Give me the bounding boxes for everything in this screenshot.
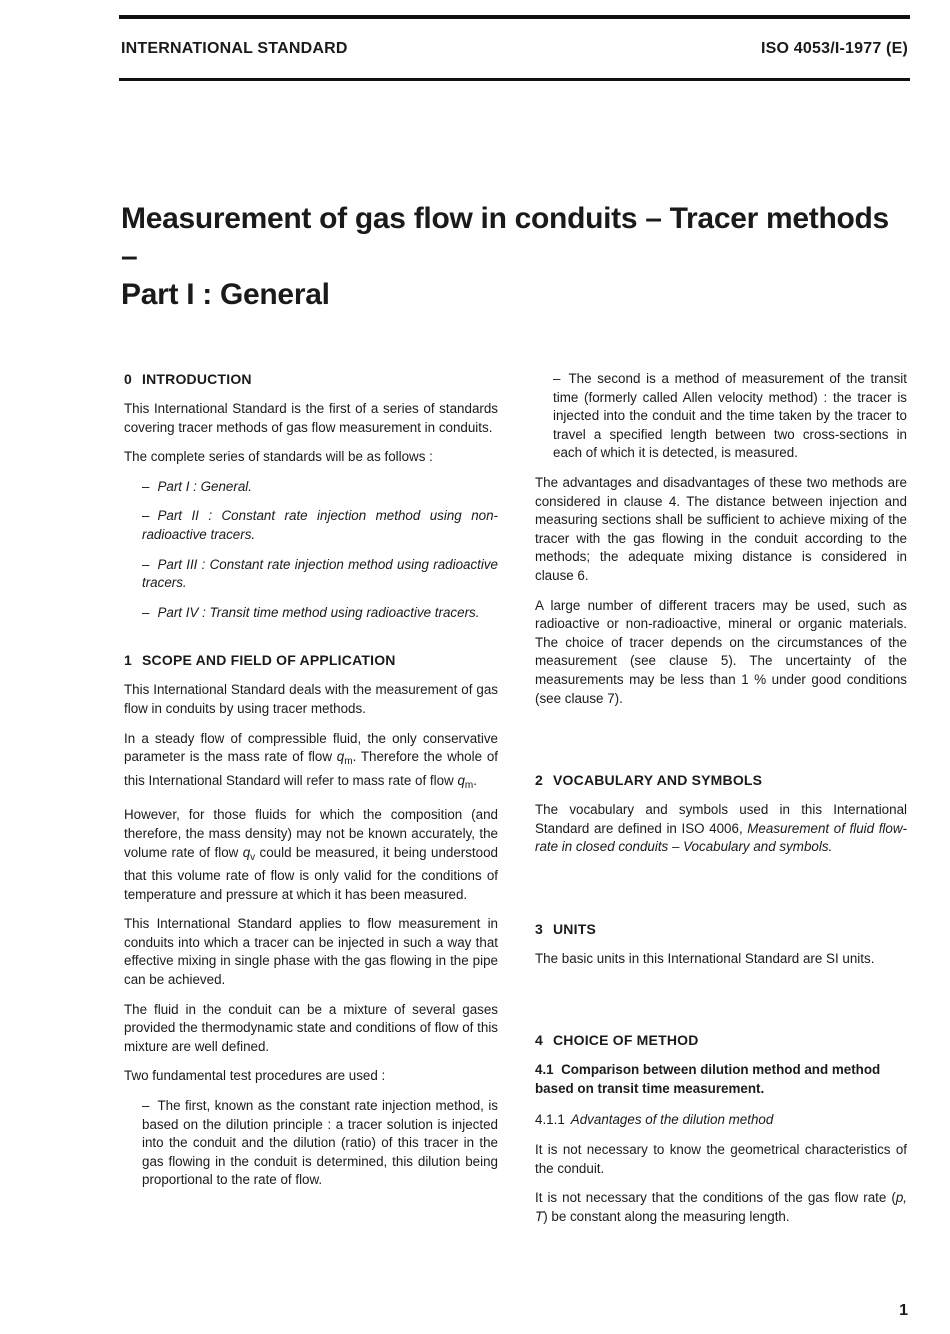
section-4-1-1-title: Advantages of the dilution method [570,1111,774,1127]
section-4-heading [535,1031,907,1049]
section-2-title: VOCABULARY AND SYMBOLS [553,772,763,789]
scope-paragraph-4: This International Standard applies to flow measurement in conduits into which a tracer can be injected in such a way that effective mixing in single phase with the gas flowing in the pipe can be achieved. [124,916,498,988]
header-rule-bottom [119,78,910,81]
document-title-line-2: Part I : General [121,278,330,311]
header-standard-number: ISO 4053/I-1977 (E) [761,40,908,57]
section-3-title: UNITS [553,920,596,937]
left-column [124,370,498,1201]
series-part-2: – Part II : Constant rate injection method using non-radioactive tracers. [142,508,498,542]
section-2-heading [535,771,907,789]
section-0-heading [124,370,498,388]
series-part-4: – Part IV : Transit time method using radioactive tracers. [142,604,480,620]
units-paragraph: The basic units in this International Standard are SI units. [535,950,875,966]
scope-paragraph-1: This International Standard deals with the measurement of gas flow in conduits by using tracer methods. [124,682,498,716]
section-1-number: 1 [124,652,132,669]
intro-paragraph-1: This International Standard is the first of a series of standards covering tracer methods of gas flow measurement in conduits. [124,401,498,435]
document-title [121,200,911,314]
section-4-1-heading [535,1061,907,1098]
intro-paragraph-2: The complete series of standards will be as follows : [124,449,433,465]
section-4-1-1-heading [535,1111,907,1130]
scope-paragraph-6: Two fundamental test procedures are used : [124,1068,386,1084]
header-standard-type: INTERNATIONAL STANDARD [121,40,348,57]
section-4-1-number: 4.1 [535,1062,554,1078]
scope-paragraph-3: However, for those fluids for which the composition (and therefore, the mass density) may not be known accurately, the volume rate of flow $q_v$ could be measured, it being understood that this volume rate of flow is only valid for the conditions of temperature and pressure at which it has been measured. [124,807,498,902]
scope-paragraph-2: In a steady flow of compressible fluid, the only conservative parameter is the mass rate of flow $q_m$. Therefore the whole of this International Standard will refer to mass rate of flow $q_m$. [124,730,498,791]
series-part-1: – Part I : General. [142,478,252,494]
section-4-title: CHOICE OF METHOD [553,1032,699,1049]
procedure-first: – The first, known as the constant rate injection method, is based on the dilution principle : a tracer solution is injected into the conduit and the dilution (ratio) of this tracer in the gas flowing in the conduit is determined, this dilution being proportional to the rate of flow. [142,1098,498,1188]
section-4-number: 4 [535,1032,543,1049]
section-0-number: 0 [124,371,132,387]
section-2-number: 2 [535,772,543,789]
section-1-heading [124,651,498,669]
methods-paragraph: The advantages and disadvantages of these two methods are considered in clause 4. The distance between injection and measuring sections shall be sufficient to achieve mixing of the tracer with the gas flowing in the conduit according to the methods; the adequate mixing distance is considered in clause 6. [535,474,907,583]
dilution-advantage-1: It is not necessary to know the geometrical characteristics of the conduit. [535,1142,907,1176]
dilution-advantage-2: It is not necessary that the conditions of the gas flow rate (p, T) be constant along the measuring length. [535,1190,907,1225]
section-4-1-title: Comparison between dilution method and method based on transit time measurement. [535,1062,881,1097]
procedure-second: – The second is a method of measurement of the transit time (formerly called Allen velocity method) : the tracer is injected into the conduit and the time taken by the tracer to travel a specified length between two cross-sections in each of which it is detected, is measured. [553,371,907,461]
vocabulary-paragraph: The vocabulary and symbols used in this International Standard are defined in ISO 4006, Measurement of fluid flow-rate in closed conduits – Vocabulary and symbols. [535,802,907,855]
section-0-title: INTRODUCTION [142,371,252,387]
section-1-title: SCOPE AND FIELD OF APPLICATION [142,652,396,669]
document-title-line-1: Measurement of gas flow in conduits – Tracer methods – [121,202,889,273]
series-part-3: – Part III : Constant rate injection method using radioactive tracers. [142,556,498,591]
section-3-number: 3 [535,920,543,937]
header-rule-top [119,15,910,19]
section-3-heading [535,920,907,938]
tracers-paragraph: A large number of different tracers may be used, such as radioactive or non-radioactive, mineral or organic materials. The choice of tracer depends on the circumstances of the measurement (see clause 5). The uncertainty of the measurements may be less than 1 % under good conditions (see clause 7). [535,597,907,706]
section-4-1-1-number: 4.1.1 [535,1111,565,1127]
right-column [535,370,907,1238]
scope-paragraph-5: The fluid in the conduit can be a mixture of several gases provided the thermodynamic state and conditions of flow of this mixture are well defined. [124,1001,498,1054]
page-number: 1 [899,1302,908,1319]
